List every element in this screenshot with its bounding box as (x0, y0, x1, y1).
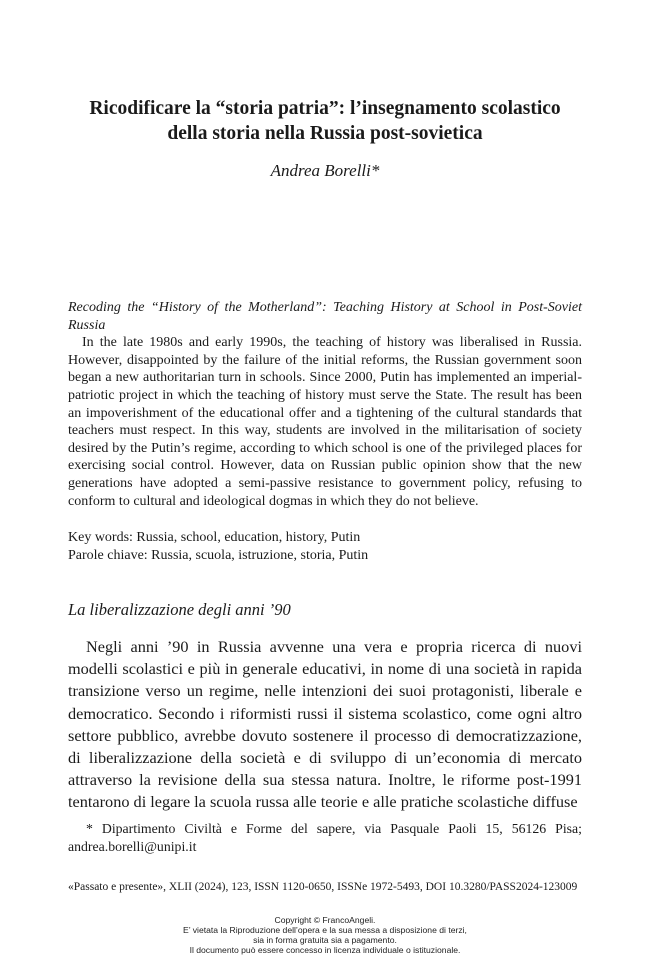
journal-citation: «Passato e presente», XLII (2024), 123, ISSN 1120-0650, ISSNe 1972-5493, DOI 10.3280/PASS2024-123009 (68, 881, 578, 893)
section-heading: La liberalizzazione degli anni ’90 (68, 600, 291, 619)
keywords-block (68, 529, 582, 564)
article-title (40, 96, 610, 146)
copyright-line-4: Il documento può essere concesso in licenza individuale o istituzionale. (189, 945, 461, 955)
abstract (68, 299, 582, 510)
abstract-text: In the late 1980s and early 1990s, the teaching of history was liberalised in Russia. However, disappointed by the failure of the initial reforms, the Russian government soon began a new authoritarian turn in schools. Since 2000, Putin has implemented an imperial-patriotic project in which the teaching of history must serve the State. The result has been an impoverishment of the educational offer and a tightening of the cultural standards that teachers must respect. In this way, students are involved in the militarisation of society desired by the Putin’s regime, according to which school is one of the privileged places for exercising social control. However, data on Russian public opinion show that the new generations have adopted a semi-passive resistance to government policy, refusing to conform to cultural and ideological dogmas in which they do not believe. (68, 335, 582, 509)
keywords-italian: Parole chiave: Russia, scuola, istruzione, storia, Putin (68, 547, 369, 563)
copyright-line-3: sia in forma gratuita sia a pagamento. (253, 935, 397, 945)
copyright-notice (0, 915, 650, 955)
article-title-line-2: della storia nella Russia post-sovietica (167, 123, 483, 144)
copyright-line-1: Copyright © FrancoAngeli. (274, 915, 376, 925)
footnote: * Dipartimento Civiltà e Forme del sapere, via Pasquale Paoli 15, 56126 Pisa; andrea.borelli@unipi.it (68, 821, 582, 854)
body-paragraph: Negli anni ’90 in Russia avvenne una vera e propria ricerca di nuovi modelli scolastici e più in generale educativi, in nome di una società in rapida transizione verso un regime, nelle intenzioni dei suoi protagonisti, liberale e democratico. Secondo i riformisti russi il sistema scolastico, come ogni altro settore pubblico, avrebbe dovuto sostenere il processo di democratizzazione, di liberalizzazione della società e di sviluppo di un’economia di mercato attraverso la revisione della sua stessa natura. Inoltre, le riforme post-1991 tentarono di legare la scuola russa alle teorie e alle pratiche scolastiche diffuse (68, 637, 582, 812)
article-title-line-1: Ricodificare la “storia patria”: l’insegnamento scolastico (89, 98, 561, 119)
article-author: Andrea Borelli* (270, 161, 380, 180)
abstract-title: Recoding the “History of the Motherland”: Teaching History at School in Post-Soviet Russia (68, 300, 582, 333)
keywords-english: Key words: Russia, school, education, history, Putin (68, 530, 361, 545)
copyright-line-2: E’ vietata la Riproduzione dell’opera e la sua messa a disposizione di terzi, (183, 925, 467, 935)
